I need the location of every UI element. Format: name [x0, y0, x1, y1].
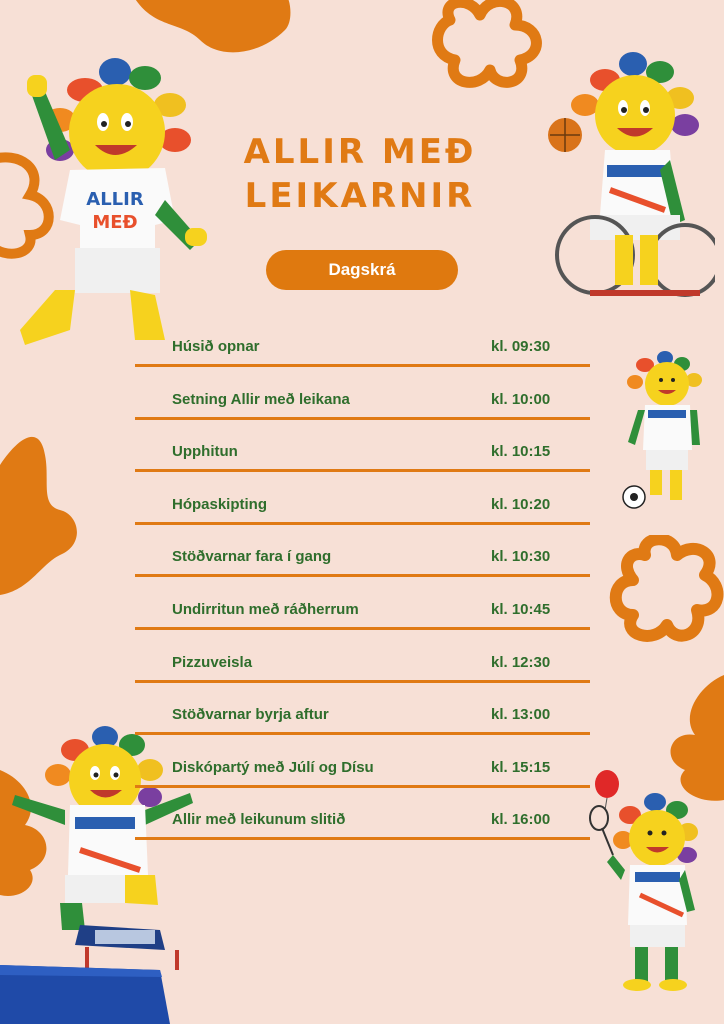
event-time: kl. 15:15: [491, 758, 551, 776]
event-time: kl. 16:00: [491, 811, 551, 829]
event-name: Húsið opnar: [172, 338, 260, 355]
schedule-row: [135, 803, 590, 856]
mascot-wheelchair-icon: [545, 50, 715, 315]
svg-text:MEÐ: MEÐ: [92, 212, 138, 233]
schedule-row: [135, 488, 590, 541]
event-name: Hópaskipting: [172, 495, 268, 513]
schedule-row: [135, 593, 590, 646]
event-name: Stöðvarnar fara í gang: [172, 548, 332, 566]
divider: [135, 680, 590, 683]
divider: [135, 522, 590, 525]
event-time: kl. 13:00: [491, 706, 551, 724]
divider: [135, 732, 590, 735]
event-name: Pizzuveisla: [172, 653, 253, 671]
divider: [135, 627, 590, 630]
schedule-row: [135, 698, 590, 751]
title-line-1: ALLIR MEÐ: [243, 132, 477, 172]
schedule-row: [135, 751, 590, 804]
title-line-2: LEIKARNIR: [244, 176, 476, 216]
event-name: Allir með leikunum slitið: [172, 811, 346, 829]
schedule-row: [135, 540, 590, 593]
divider: [135, 785, 590, 788]
schedule-list: [135, 330, 590, 856]
divider: [135, 837, 590, 840]
event-name: Upphitun: [172, 443, 238, 461]
page-title: [210, 130, 510, 218]
event-time: kl. 10:45: [491, 600, 551, 618]
mascot-soccer-icon: [620, 350, 705, 510]
event-time: kl. 10:30: [491, 548, 551, 566]
leaf-left-middle-icon: [0, 425, 85, 595]
event-time: kl. 10:00: [491, 390, 551, 408]
program-label: Dagskrá: [266, 250, 458, 290]
mascot-balloon-icon: [585, 770, 700, 995]
event-name: Stöðvarnar byrja aftur: [172, 706, 329, 724]
flower-top-right-icon: [430, 0, 560, 90]
divider: [135, 574, 590, 577]
event-name: Setning Allir með leikana: [172, 390, 350, 408]
svg-text:ALLIR: ALLIR: [86, 189, 144, 210]
schedule-row: [135, 646, 590, 699]
divider: [135, 364, 590, 367]
event-time: kl. 09:30: [491, 338, 551, 355]
mascot-allir-med-icon: [15, 50, 215, 355]
divider: [135, 417, 590, 420]
event-time: kl. 10:20: [491, 495, 551, 513]
schedule-row: [135, 435, 590, 488]
event-name: Diskópartý með Júlí og Dísu: [172, 758, 374, 776]
flower-right-middle-icon: [605, 535, 724, 655]
schedule-row: [135, 330, 590, 383]
divider: [135, 469, 590, 472]
schedule-row: [135, 383, 590, 436]
event-time: kl. 10:15: [491, 443, 551, 461]
event-name: Undirritun með ráðherrum: [172, 600, 359, 618]
event-time: kl. 12:30: [491, 653, 551, 671]
